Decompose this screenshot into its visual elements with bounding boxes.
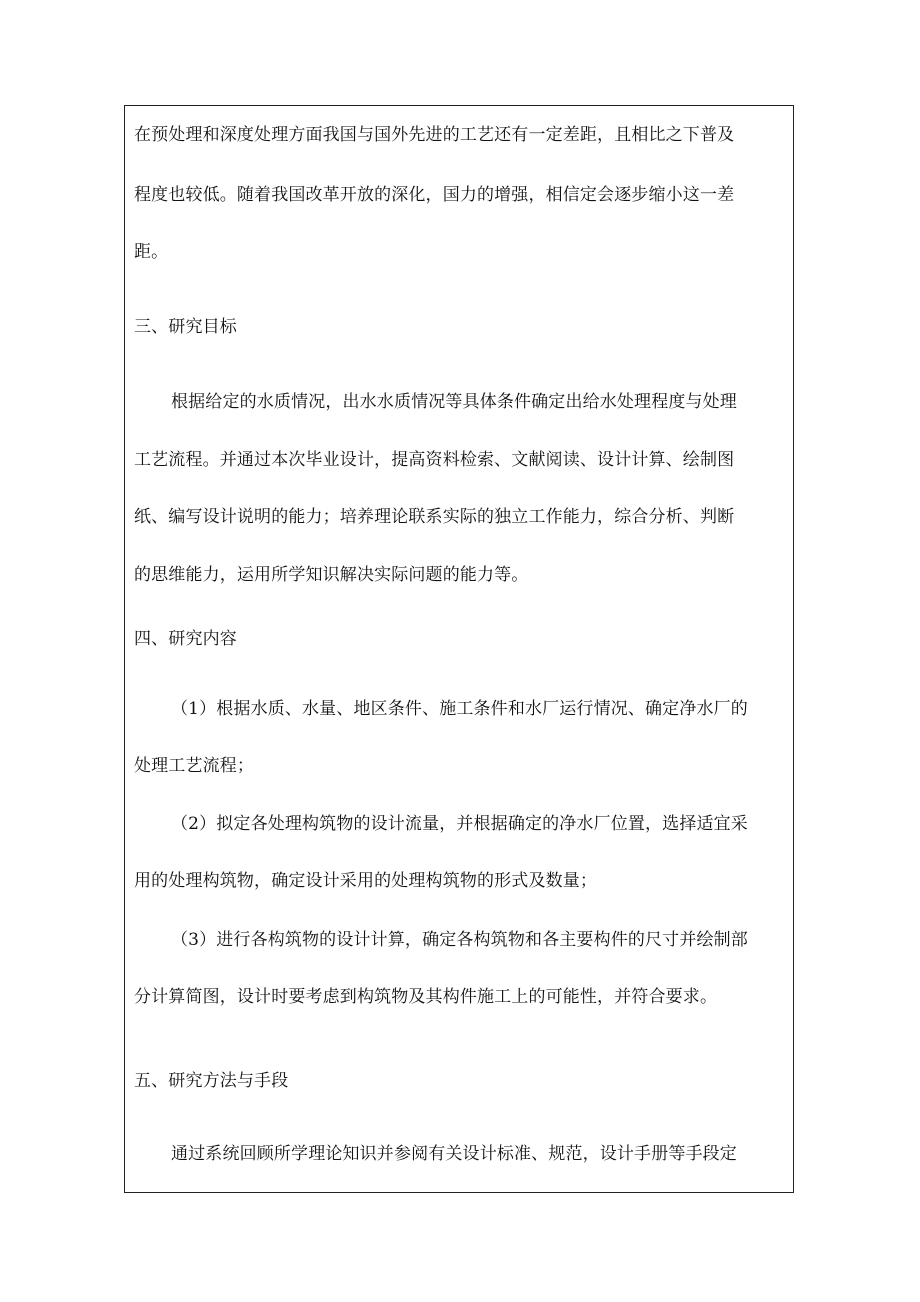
paragraph-line: 的思维能力，运用所学知识解决实际问题的能力等。 [134, 565, 529, 585]
list-item-line: （3）进行各构筑物的设计计算，确定各构筑物和各主要构件的尺寸并绘制部 [171, 930, 748, 950]
paragraph-line: 程度也较低。随着我国改革开放的深化，国力的增强，相信定会逐步缩小这一差 [134, 185, 735, 205]
paragraph-line: 根据给定的水质情况，出水水质情况等具体条件确定出给水处理程度与处理 [171, 392, 737, 412]
paragraph-line: 在预处理和深度处理方面我国与国外先进的工艺还有一定差距，且相比之下普及 [134, 125, 735, 145]
list-item-line: （2）拟定各处理构筑物的设计流量，并根据确定的净水厂位置，选择适宜采 [171, 814, 748, 834]
list-item-line: （1）根据水质、水量、地区条件、施工条件和水厂运行情况、确定净水厂的 [171, 699, 748, 719]
paragraph-line: 工艺流程。并通过本次毕业设计，提高资料检索、文献阅读、设计计算、绘制图 [134, 450, 735, 470]
paragraph-line: 距。 [134, 242, 169, 262]
paragraph-line: 纸、编写设计说明的能力；培养理论联系实际的独立工作能力，综合分析、判断 [134, 507, 735, 527]
section-heading-research-methods: 五、研究方法与手段 [134, 1071, 289, 1091]
paragraph-line: 通过系统回顾所学理论知识并参阅有关设计标准、规范，设计手册等手段定 [171, 1144, 737, 1164]
list-item-line: 分计算简图，设计时要考虑到构筑物及其构件施工上的可能性，并符合要求。 [134, 987, 718, 1007]
section-heading-research-goals: 三、研究目标 [134, 317, 237, 337]
list-item-line: 处理工艺流程； [134, 756, 255, 776]
list-item-line: 用的处理构筑物，确定设计采用的处理构筑物的形式及数量； [134, 871, 598, 891]
section-heading-research-content: 四、研究内容 [134, 629, 237, 649]
